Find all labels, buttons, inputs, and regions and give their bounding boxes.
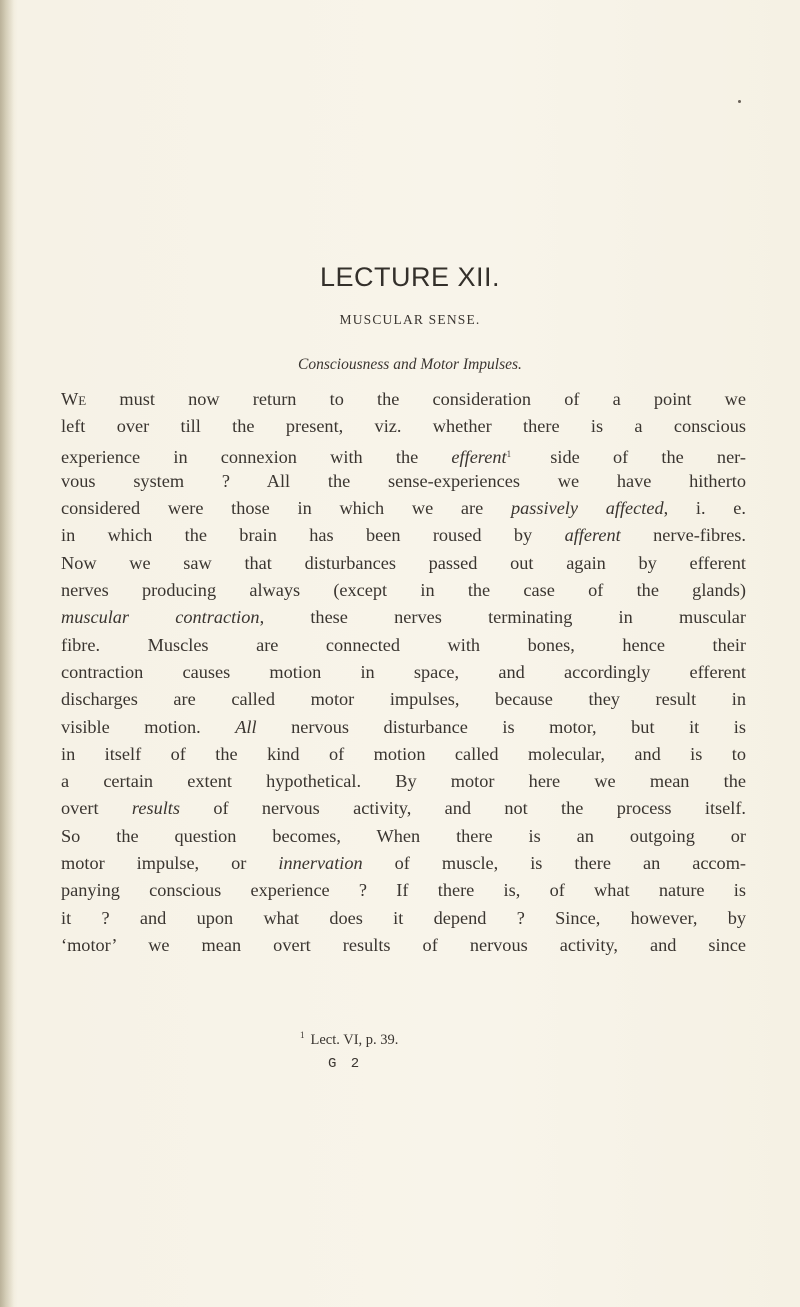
- text-line: a certain extent hypothetical. By motor here we mean the: [61, 771, 746, 792]
- text-line: Now we saw that disturbances passed out again by efferent: [61, 552, 746, 573]
- binding-shadow: [0, 0, 14, 1307]
- footnote-text: Lect. VI, p. 39.: [310, 1032, 399, 1048]
- text-line: fibre. Muscles are connected with bones, hence their: [61, 634, 746, 655]
- subsection-title: Consciousness and Motor Impulses.: [298, 356, 522, 373]
- emphasis: efferent: [451, 446, 507, 467]
- printer-signature: G 2: [328, 1056, 363, 1072]
- drop-word: We: [61, 389, 87, 409]
- text-line: experience in connexion with the efferent$^1$ side of the ner-: [61, 446, 746, 467]
- text-line: it ? and upon what does it depend ? Since, however, by: [61, 907, 746, 928]
- text-line: motor impulse, or innervation of muscle, is there an accom-: [61, 853, 746, 874]
- text-line: visible motion. All nervous disturbance is motor, but it is: [61, 716, 746, 737]
- text-line: contraction causes motion in space, and accordingly efferent: [61, 661, 746, 682]
- emphasis: All: [235, 716, 257, 737]
- emphasis: afferent: [564, 525, 621, 546]
- text-line: overt results of nervous activity, and not the process itself.: [61, 798, 746, 819]
- text-line: in which the brain has been roused by afferent nerve-fibres.: [61, 525, 746, 546]
- text-line: left over till the present, viz. whether there is a conscious: [61, 416, 746, 437]
- text-line: We must now return to the consideration of a point we: [61, 389, 746, 409]
- emphasis: passively affected: [510, 498, 664, 519]
- text-line: panying conscious experience ? If there is, of what nature is: [61, 880, 746, 901]
- text-line: discharges are called motor impulses, because they result in: [61, 689, 746, 710]
- emphasis: muscular contraction: [61, 607, 260, 628]
- text-line: in itself of the kind of motion called molecular, and is to: [61, 743, 746, 764]
- footnote-marker: 1: [300, 1030, 305, 1040]
- text-line: So the question becomes, When there is an outgoing or: [61, 825, 746, 846]
- footnote: [300, 1030, 560, 1049]
- emphasis: results: [131, 798, 180, 819]
- text-line: nerves producing always (except in the case of the glands): [61, 580, 746, 601]
- emphasis: innervation: [278, 853, 363, 874]
- body-paragraph: [61, 386, 746, 959]
- lecture-title: LECTURE XII.: [319, 262, 501, 292]
- footnote-marker: 1: [506, 448, 512, 459]
- text-line: ‘motor’ we mean overt results of nervous activity, and since: [61, 934, 746, 955]
- text-line: vous system ? All the sense-experiences we have hitherto: [61, 470, 746, 491]
- paper-speck: [738, 100, 741, 103]
- text-line: considered were those in which we are passively affected, i. e.: [61, 498, 746, 519]
- section-title: MUSCULAR SENSE.: [339, 312, 481, 327]
- text-line: muscular contraction, these nerves terminating in muscular: [61, 607, 747, 628]
